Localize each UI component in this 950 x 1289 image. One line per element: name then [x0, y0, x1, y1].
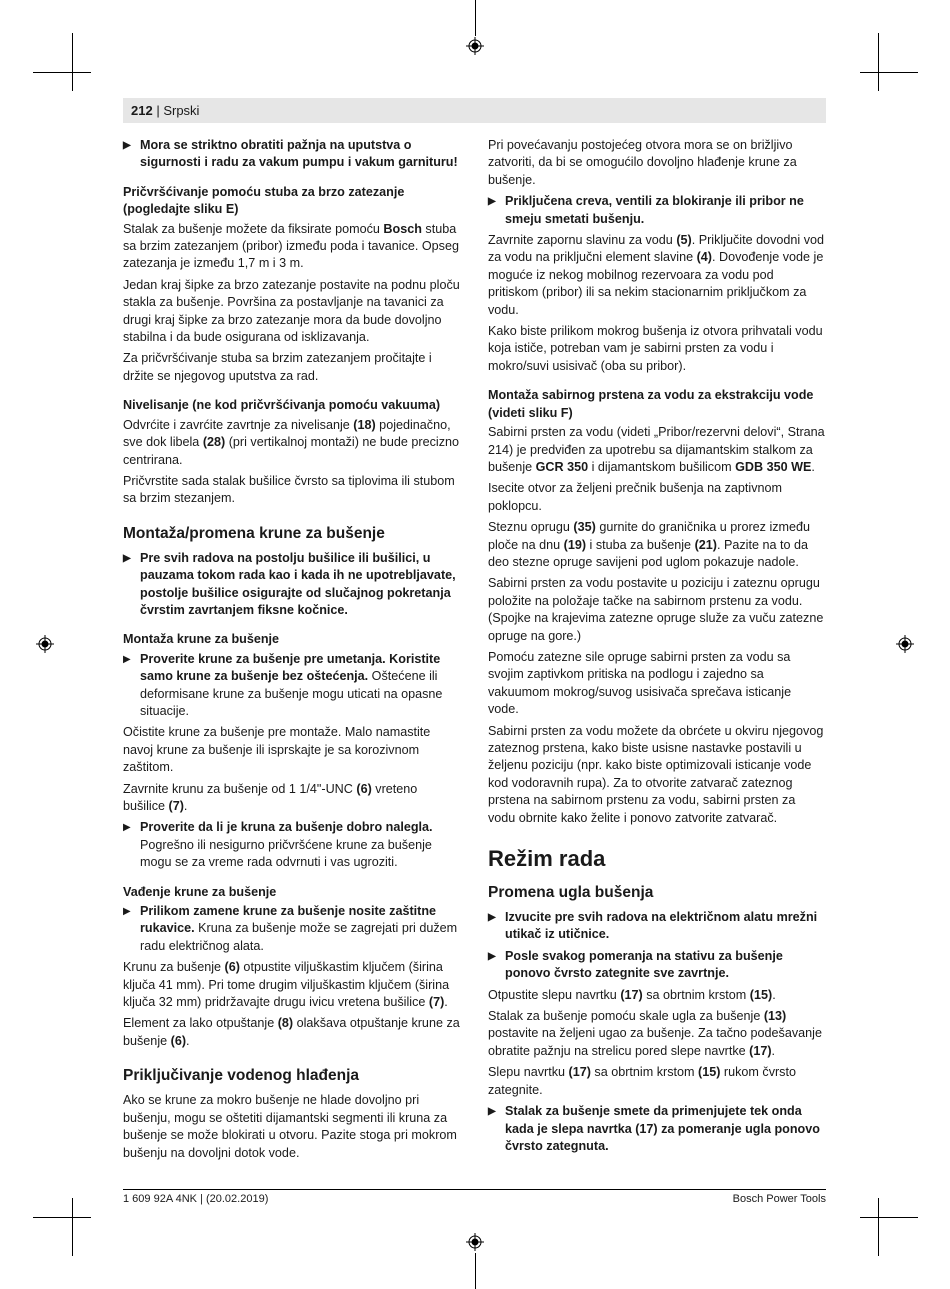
warning-bullet: ▶ Prilikom zamene krune za bušenje nosite zaštitne rukavice. Kruna za bušenje može se zagrejati pri dužem radu električnog alata.: [123, 904, 458, 953]
crop-mark: [860, 72, 918, 73]
paragraph: Zavrnite krunu za bušenje od 1 1/4"-UNC (6) vreteno bušilice (7).: [123, 781, 418, 813]
bullet-arrow-icon: ▶: [123, 906, 131, 918]
section-heading: Montaža krune za bušenje: [123, 632, 280, 647]
chapter-heading: Promena ugla bušenja: [488, 884, 654, 902]
registration-mark-icon: [896, 635, 914, 653]
paragraph: Stalak za bušenje možete da fiksirate pomoću Bosch stuba sa brzim zatezanjem (pribor) između poda i tavanice. Opseg zatezanja je između 1,7 m i 3 m.: [123, 221, 459, 271]
paragraph: Pričvrstite sada stalak bušilice čvrsto sa tiplovima ili stubom sa brzim stezanjem.: [123, 473, 455, 506]
warning-bullet: ▶ Proverite krune za bušenje pre umetanja. Koristite samo krune za bušenje bez oštećenja. Oštećene ili deformisane krune za bušenje mogu uticati na opasne situacije.: [123, 651, 443, 718]
warning-bullet: ▶ Pre svih radova na postolju bušilice ili bušilici, u pauzama tokom rada kao i kada ih ne upotrebljavate, postolje bušilice osigurajte od slučajnog pokretanja čvrstim zavrtanjem fiksne kočnice.: [123, 550, 456, 617]
paragraph: Odvrćite i zavrćite zavrtnje za nivelisanje (18) pojedinačno, sve dok libela (28) (pri vertikalnoj montaži) ne bude precizno centrirana.: [123, 417, 460, 467]
bullet-arrow-icon: ▶: [123, 653, 131, 665]
paragraph: Kako biste prilikom mokrog bušenja iz otvora prihvatali vodu koja ističe, potreban vam je sabirni prsten za vodu i mokro/suvi usisivač (oba su pribor).: [488, 324, 823, 373]
crop-mark: [878, 33, 879, 91]
registration-mark-icon: [36, 635, 54, 653]
footer-brand: Bosch Power Tools: [732, 1193, 826, 1205]
paragraph: Pomoću zatezne sile opruge sabirni prsten za vodu sa svojim zaptivkom pritiska na podlogu i zajedno sa vakuumom mokrog/suvog usisivača sprečava isticanje vode.: [488, 649, 792, 717]
bullet-arrow-icon: ▶: [488, 196, 496, 208]
bullet-arrow-icon: ▶: [123, 552, 131, 564]
warning-bullet: ▶ Proverite da li je kruna za bušenje dobro nalegla. Pogrešno ili nesigurno pričvršćene krune za bušenje mogu se za vreme rada odvrnuti i vas ugroziti.: [123, 820, 433, 870]
paragraph: Pri povećavanju postojećeg otvora mora se on brižljivo zatvoriti, da bi se omogućilo dovoljno hlađenje krune za bušenje.: [488, 138, 797, 187]
paragraph: Stalak za bušenje pomoću skale ugla za bušenje (13) postavite na željeni ugao za bušenje. Za tačno podešavanje obratite pažnju na strelicu pored slepe navrtke (17).: [488, 1009, 822, 1058]
paragraph: Isecite otvor za željeni prečnik bušenja na zaptivnom poklopcu.: [488, 481, 783, 513]
paragraph: Zavrnite zapornu slavinu za vodu (5). Priključite dovodni vod za vodu na priključni element slavine (4). Dovođenje vode je moguće iz nekog mobilnog rezervoara za vodu pod pritiskom (pribor) ili sa nekim stacionarnim priključkom za vodu.: [488, 233, 825, 317]
warning-bullet: ▶ Priključena creva, ventili za blokiranje ili pribor ne smeju smetati bušenju.: [488, 194, 804, 226]
paragraph: Sabirni prsten za vodu (videti „Pribor/rezervni delovi“, Strana 214) je predviđen za upotrebu sa dijamantskim stalkom za bušenje GCR 350 i dijamantskom bušilicom GDB 350 WE.: [488, 425, 825, 474]
header-language: Srpski: [163, 103, 200, 118]
warning-bullet: ▶ Posle svakog pomeranja na stativu za bušenje ponovo čvrsto zategnite sve zavrtnje.: [488, 948, 783, 981]
crop-mark: [33, 1217, 91, 1218]
bullet-arrow-icon: ▶: [488, 950, 496, 962]
paragraph: Element za lako otpuštanje (8) olakšava otpuštanje krune za bušenje (6).: [123, 1016, 460, 1048]
header-separator: |: [152, 103, 164, 118]
chapter-heading: Priključivanje vodenog hlađenja: [123, 1067, 360, 1085]
paragraph: Steznu oprugu (35) gurnite do graničnika u prorez između ploče na dnu (19) i stuba za bušenje (21). Pazite na to da deo stezne opruge savijeni pod uglom pokazuje nadole.: [488, 520, 811, 569]
paragraph: Sabirni prsten za vodu možete da obrćete u okviru njegovog zateznog prstena, kako biste usisne nastavke postavili u željenu poziciju (npr. kako biste optimizovali isticanje vode kod vodoravnih rupa). Za to otvorite zatvarač zateznog prstena na sabirnom prstenu za vodu, sabirni prsten za vodu obrnite kako želite i ponovo zatvorite zatvarač.: [488, 723, 824, 825]
paragraph: Za pričvršćivanje stuba sa brzim zatezanjem pročitajte i držite se njegovog uputstva za rad.: [123, 351, 432, 383]
paragraph: Ako se krune za mokro bušenje ne hlade dovoljno pri bušenju, mogu se oštetiti dijamantski segmenti ili kruna za bušenje se može blokirati u otvoru. Pazite stoga pri mokrom bušenju na dovoljni dotok vode.: [123, 1093, 457, 1160]
page-header: [123, 98, 826, 123]
paragraph: Očistite krune za bušenje pre montaže. Malo namastite navoj krune za bušenje ili isprskajte je sa korozivnom zaštitom.: [123, 725, 431, 775]
section-heading: Montaža sabirnog prstena za vodu za ekstrakciju vode (videti sliku F): [488, 388, 814, 420]
paragraph: Krunu za bušenje (6) otpustite viljuškastim ključem (širina ključa 41 mm). Pri tome drugim viljuškastim ključem (širina ključa 32 mm) pridržavajte drugu ivicu vretena bušilice (7).: [123, 960, 450, 1010]
left-column: [123, 137, 460, 1166]
crop-mark: [878, 1198, 879, 1256]
paragraph: Otpustite slepu navrtku (17) sa obrtnim krstom (15).: [488, 987, 776, 1002]
warning-bullet: ▶ Izvucite pre svih radova na električnom alatu mrežni utikač iz utičnice.: [488, 910, 818, 942]
crop-mark: [72, 33, 73, 91]
section-heading: Pričvršćivanje pomoću stuba za brzo zatezanje (pogledajte sliku E): [123, 184, 405, 217]
registration-mark-icon: [466, 37, 484, 55]
chapter-heading: Montaža/promena krune za bušenje: [123, 524, 385, 542]
right-column: [488, 137, 825, 1159]
crop-mark: [475, 0, 476, 36]
paragraph: Slepu navrtku (17) sa obrtnim krstom (15) rukom čvrsto zategnite.: [488, 1065, 796, 1097]
section-heading: Nivelisanje (ne kod pričvršćivanja pomoću vakuuma): [123, 398, 441, 413]
bullet-arrow-icon: ▶: [488, 1106, 496, 1118]
page-number: 212: [131, 103, 153, 118]
bullet-arrow-icon: ▶: [488, 912, 496, 924]
crop-mark: [72, 1198, 73, 1256]
main-heading: Režim rada: [488, 846, 606, 872]
page-header-label: [131, 103, 199, 118]
paragraph: Jedan kraj šipke za brzo zatezanje postavite na podnu ploču stakla za bušenje. Površina za postavljanje na tavanici za drugi kraj šipke za brzo zatezanje mora da bude dovoljno stabilna i da bude osigurana od isklizavanja.: [123, 277, 460, 345]
crop-mark: [860, 1217, 918, 1218]
crop-mark: [475, 1253, 476, 1289]
paragraph: Sabirni prsten za vodu postavite u poziciju i zateznu oprugu položite na položaje tačke na sabirnom prstenu za vodu. (Spojke na krajevima zatezne opruge služe za vuču zatezne opruge na gore.): [488, 576, 824, 643]
bullet-arrow-icon: ▶: [123, 140, 131, 151]
section-heading: Vađenje krune za bušenje: [123, 884, 277, 899]
bullet-arrow-icon: ▶: [123, 822, 131, 834]
registration-mark-icon: [466, 1233, 484, 1251]
warning-bullet: ▶ Stalak za bušenje smete da primenjujete tek onda kada je slepa navrtka (17) za pomeranje ugla ponovo čvrsto zategnuta.: [488, 1104, 820, 1153]
warning-bullet: ▶ Mora se striktno obratiti pažnja na uputstva o sigurnosti i radu za vakum pumpu i vakum garnituru!: [123, 138, 458, 170]
footer-doc-id: 1 609 92A 4NK | (20.02.2019): [123, 1193, 269, 1205]
footer-divider: [123, 1189, 826, 1190]
crop-mark: [33, 72, 91, 73]
